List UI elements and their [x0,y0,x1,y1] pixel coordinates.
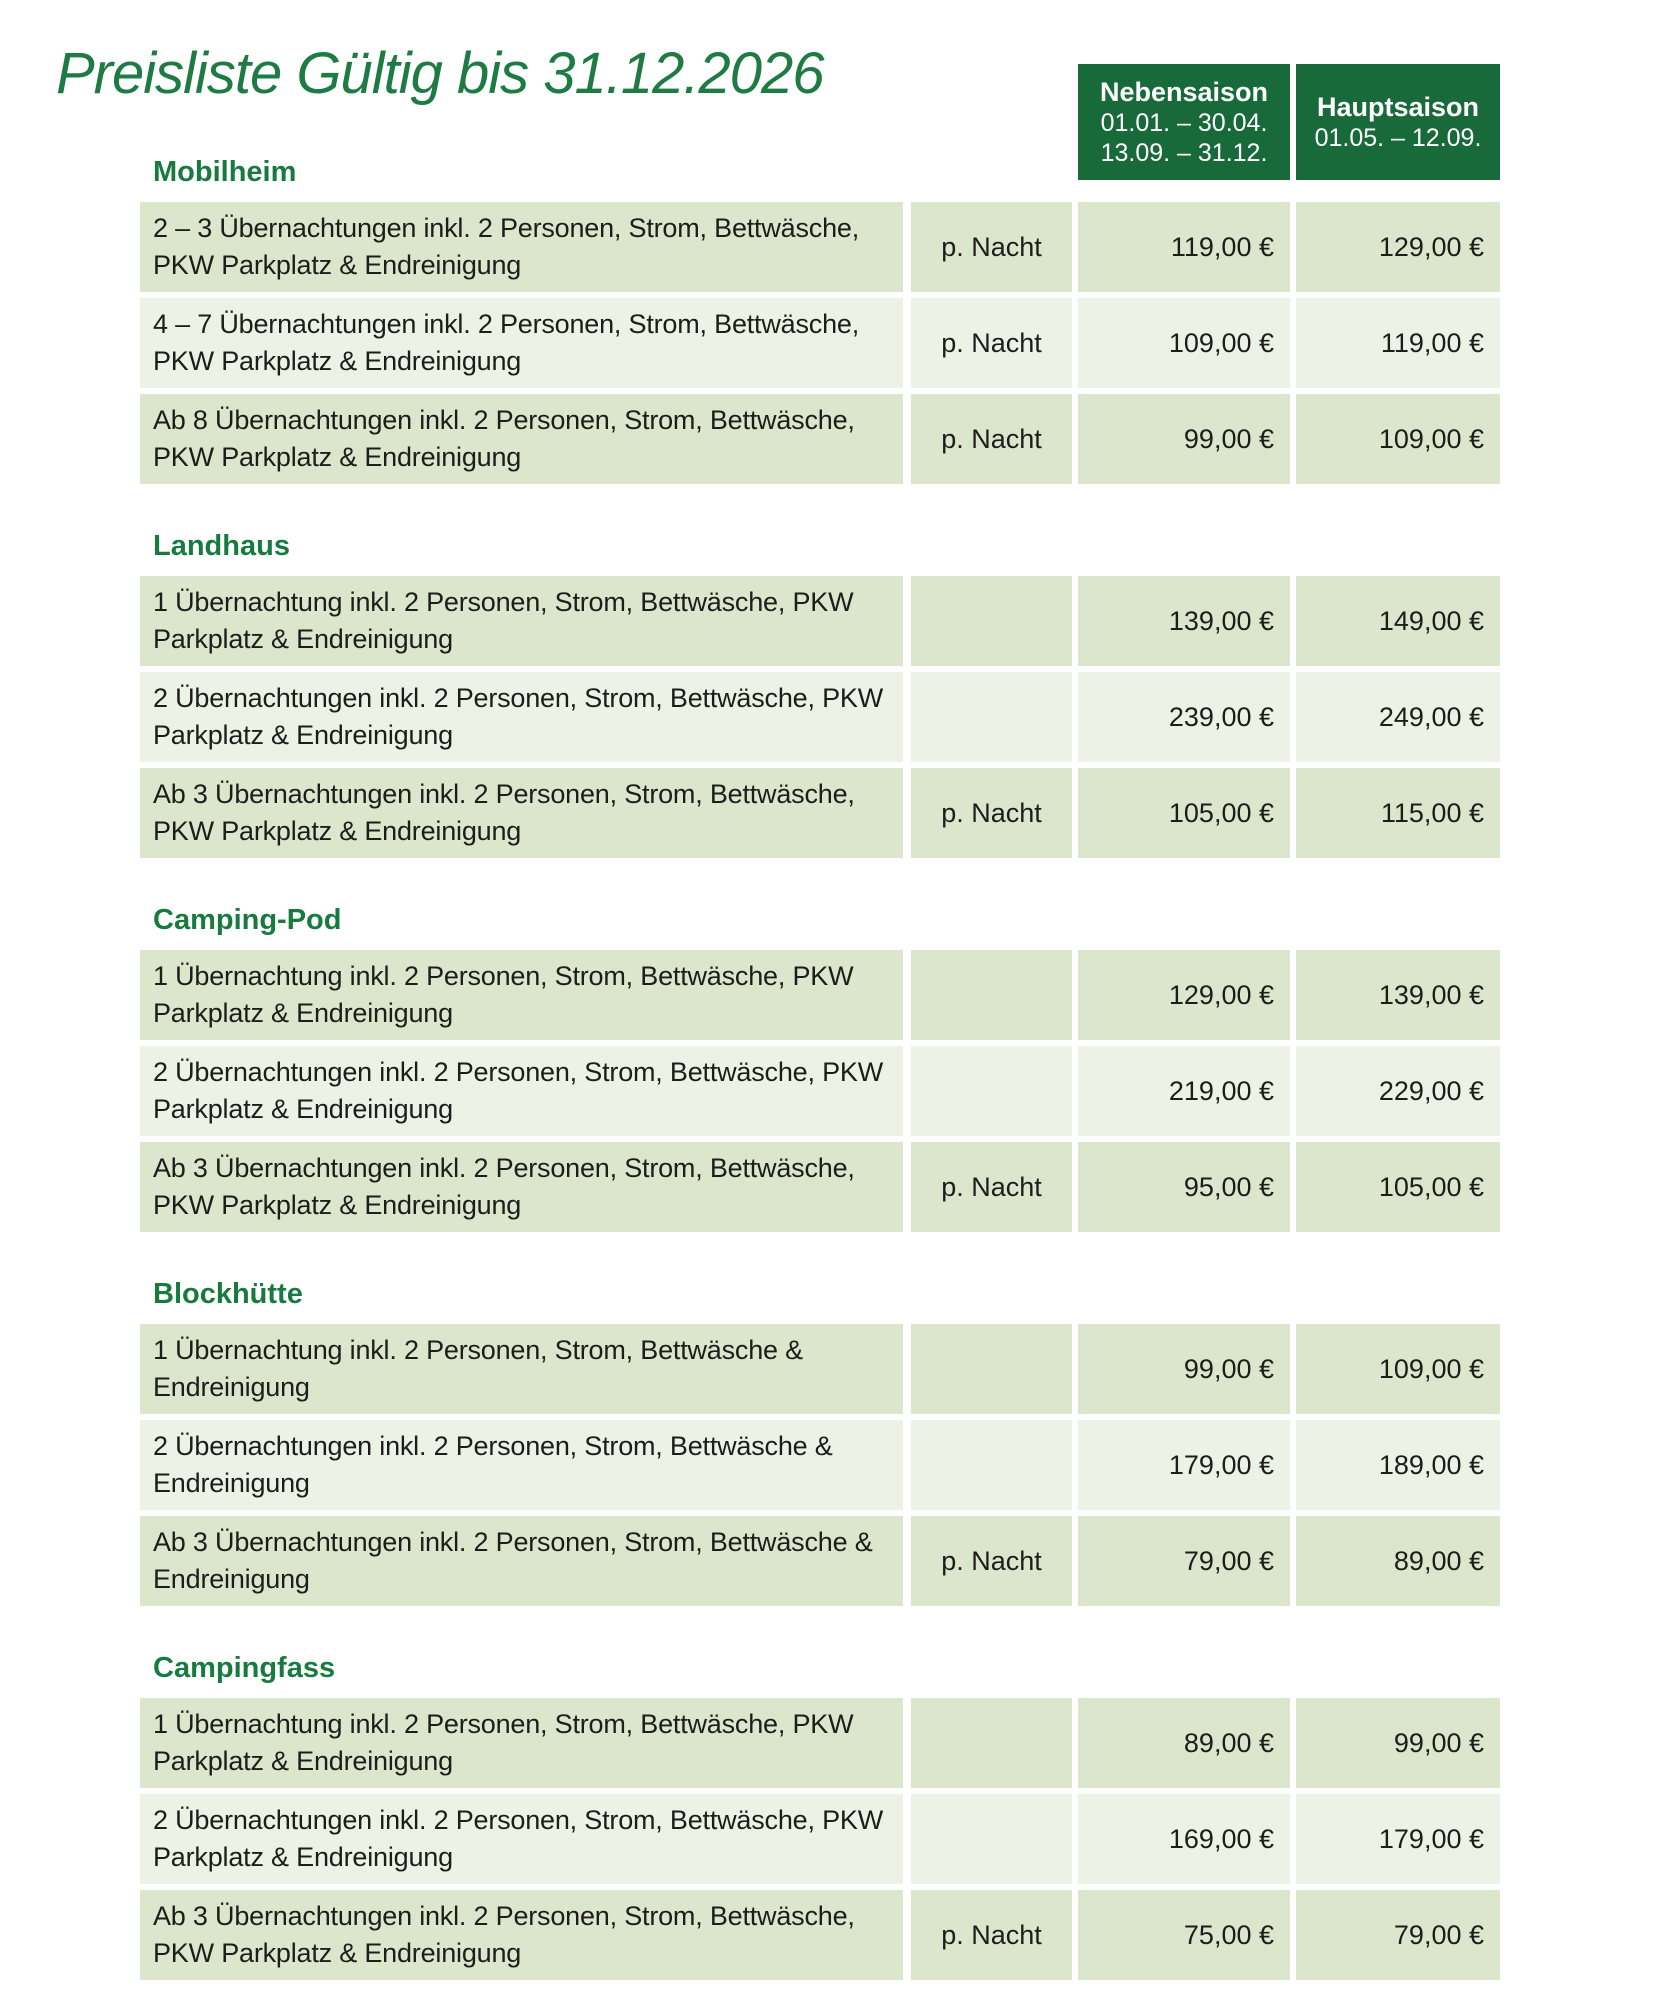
table-row [140,1698,1500,1788]
row-price-nebensaison: 179,00 € [1078,1420,1290,1510]
row-price-hauptsaison: 89,00 € [1296,1516,1500,1606]
row-unit: p. Nacht [911,1890,1072,1980]
table-row [140,1142,1500,1232]
row-price-hauptsaison: 115,00 € [1296,768,1500,858]
table-row [140,394,1500,484]
row-price-nebensaison: 99,00 € [1078,394,1290,484]
row-description: 1 Übernachtung inkl. 2 Personen, Strom, Bettwäsche & Endreinigung [140,1324,903,1414]
row-price-nebensaison: 105,00 € [1078,768,1290,858]
row-description: 2 Übernachtungen inkl. 2 Personen, Strom, Bettwäsche, PKW Parkplatz & Endreinigung [140,1046,903,1136]
row-price-hauptsaison: 179,00 € [1296,1794,1500,1884]
row-description: 1 Übernachtung inkl. 2 Personen, Strom, Bettwäsche, PKW Parkplatz & Endreinigung [140,576,903,666]
row-unit [911,1046,1072,1136]
table-row [140,298,1500,388]
row-price-nebensaison: 129,00 € [1078,950,1290,1040]
row-price-nebensaison: 239,00 € [1078,672,1290,762]
row-description: 2 Übernachtungen inkl. 2 Personen, Strom, Bettwäsche, PKW Parkplatz & Endreinigung [140,672,903,762]
row-description: Ab 3 Übernachtungen inkl. 2 Personen, Strom, Bettwäsche, PKW Parkplatz & Endreinigung [140,1890,903,1980]
row-price-hauptsaison: 109,00 € [1296,394,1500,484]
row-price-hauptsaison: 119,00 € [1296,298,1500,388]
price-section [140,531,1500,861]
row-unit [911,1324,1072,1414]
row-description: Ab 3 Übernachtungen inkl. 2 Personen, Strom, Bettwäsche & Endreinigung [140,1516,903,1606]
table-row [140,1420,1500,1510]
table-row [140,1046,1500,1136]
table-row [140,1516,1500,1606]
row-price-nebensaison: 119,00 € [1078,202,1290,292]
table-row [140,1890,1500,1980]
price-section [140,1279,1500,1609]
row-unit [911,950,1072,1040]
section-title: Blockhütte [153,1278,303,1310]
row-unit [911,672,1072,762]
section-rows [140,950,1500,1238]
row-description: 1 Übernachtung inkl. 2 Personen, Strom, Bettwäsche, PKW Parkplatz & Endreinigung [140,1698,903,1788]
row-unit [911,1698,1072,1788]
row-price-nebensaison: 79,00 € [1078,1516,1290,1606]
table-row [140,1794,1500,1884]
section-title: Landhaus [153,530,290,562]
section-rows [140,202,1500,490]
row-unit: p. Nacht [911,394,1072,484]
table-row [140,1324,1500,1414]
row-description: Ab 3 Übernachtungen inkl. 2 Personen, Strom, Bettwäsche, PKW Parkplatz & Endreinigung [140,1142,903,1232]
row-price-hauptsaison: 99,00 € [1296,1698,1500,1788]
row-price-nebensaison: 99,00 € [1078,1324,1290,1414]
row-price-nebensaison: 95,00 € [1078,1142,1290,1232]
row-description: Ab 8 Übernachtungen inkl. 2 Personen, Strom, Bettwäsche, PKW Parkplatz & Endreinigung [140,394,903,484]
row-price-hauptsaison: 129,00 € [1296,202,1500,292]
row-unit: p. Nacht [911,298,1072,388]
nebensaison-period-2: 13.09. – 31.12. [1100,138,1268,167]
row-unit [911,576,1072,666]
row-price-nebensaison: 169,00 € [1078,1794,1290,1884]
price-section [140,157,1500,487]
row-description: 2 Übernachtungen inkl. 2 Personen, Strom, Bettwäsche & Endreinigung [140,1420,903,1510]
section-rows [140,1698,1500,1986]
section-rows [140,1324,1500,1612]
row-price-nebensaison: 109,00 € [1078,298,1290,388]
row-description: 1 Übernachtung inkl. 2 Personen, Strom, Bettwäsche, PKW Parkplatz & Endreinigung [140,950,903,1040]
hauptsaison-period-1: 01.05. – 12.09. [1314,123,1482,152]
page-title: Preisliste Gültig bis 31.12.2026 [56,41,824,106]
table-row [140,576,1500,666]
row-price-hauptsaison: 139,00 € [1296,950,1500,1040]
row-price-nebensaison: 75,00 € [1078,1890,1290,1980]
price-section [140,1653,1500,1983]
row-price-hauptsaison: 105,00 € [1296,1142,1500,1232]
section-title: Camping-Pod [153,904,342,936]
row-description: 2 – 3 Übernachtungen inkl. 2 Personen, Strom, Bettwäsche, PKW Parkplatz & Endreinigung [140,202,903,292]
row-price-hauptsaison: 109,00 € [1296,1324,1500,1414]
row-price-nebensaison: 219,00 € [1078,1046,1290,1136]
row-description: 2 Übernachtungen inkl. 2 Personen, Strom, Bettwäsche, PKW Parkplatz & Endreinigung [140,1794,903,1884]
section-title: Mobilheim [153,156,297,188]
section-rows [140,576,1500,864]
row-price-hauptsaison: 79,00 € [1296,1890,1500,1980]
price-section [140,905,1500,1235]
row-price-nebensaison: 89,00 € [1078,1698,1290,1788]
nebensaison-label: Nebensaison [1099,76,1269,107]
row-price-hauptsaison: 229,00 € [1296,1046,1500,1136]
row-price-hauptsaison: 249,00 € [1296,672,1500,762]
table-row [140,768,1500,858]
row-unit [911,1420,1072,1510]
row-unit: p. Nacht [911,1142,1072,1232]
row-unit: p. Nacht [911,202,1072,292]
table-row [140,672,1500,762]
table-row [140,950,1500,1040]
row-price-hauptsaison: 149,00 € [1296,576,1500,666]
row-description: 4 – 7 Übernachtungen inkl. 2 Personen, Strom, Bettwäsche, PKW Parkplatz & Endreinigung [140,298,903,388]
table-row [140,202,1500,292]
row-unit: p. Nacht [911,768,1072,858]
row-price-nebensaison: 139,00 € [1078,576,1290,666]
row-unit: p. Nacht [911,1516,1072,1606]
section-title: Campingfass [153,1652,336,1684]
nebensaison-period-1: 01.01. – 30.04. [1100,108,1268,137]
hauptsaison-label: Hauptsaison [1316,91,1480,122]
row-unit [911,1794,1072,1884]
row-price-hauptsaison: 189,00 € [1296,1420,1500,1510]
row-description: Ab 3 Übernachtungen inkl. 2 Personen, Strom, Bettwäsche, PKW Parkplatz & Endreinigung [140,768,903,858]
